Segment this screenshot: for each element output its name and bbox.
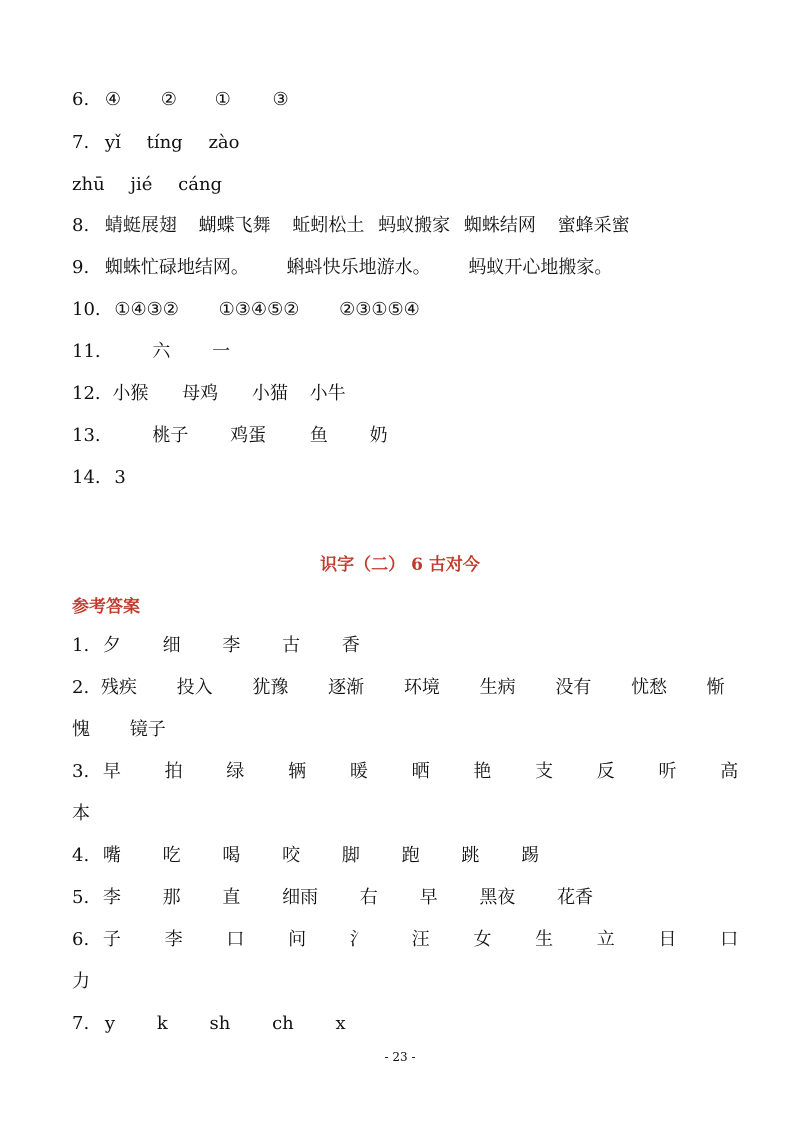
- question-number: 12.: [72, 383, 101, 404]
- answer-item: 早: [102, 761, 121, 782]
- answer-item: 环境: [403, 677, 440, 698]
- answer-item: 高: [720, 761, 739, 782]
- answer-item: 跑: [401, 845, 420, 866]
- answer-item: 李: [222, 635, 241, 656]
- answer-line-7: [72, 131, 240, 155]
- answer-item: 愧: [72, 719, 90, 740]
- answer-item: 蚯蚓松土: [292, 215, 365, 236]
- answer-item: 女: [473, 929, 492, 950]
- answer-line-5: [72, 886, 593, 910]
- answer-item: ②: [160, 89, 177, 110]
- answer-item: 踢: [521, 845, 540, 866]
- question-number: 7.: [72, 1013, 90, 1034]
- answer-item: 跳: [461, 845, 480, 866]
- answer-item: 辆: [288, 761, 307, 782]
- answer-item: sh: [209, 1013, 231, 1034]
- answer-line-9: [72, 256, 612, 280]
- answer-item: 犹豫: [252, 677, 289, 698]
- answer-line-7b: [72, 1012, 346, 1036]
- question-number: 5.: [72, 887, 90, 908]
- question-number: 11.: [72, 341, 101, 362]
- answer-line-11: [72, 340, 230, 364]
- answer-item: 汪: [411, 929, 430, 950]
- answer-item: 一: [212, 341, 231, 362]
- answer-line-13: [72, 424, 388, 448]
- answer-item: ①④③②: [114, 299, 179, 320]
- answer-line-7-cont: [72, 173, 222, 197]
- answer-item: 惭: [706, 677, 725, 698]
- answer-item: 氵: [349, 929, 368, 950]
- answer-item: zhū: [72, 174, 105, 195]
- answer-item: 李: [164, 929, 183, 950]
- answer-item: 绿: [226, 761, 245, 782]
- answer-item: 残疾: [100, 677, 137, 698]
- answer-line-12: [72, 382, 346, 406]
- answer-item: 忧愁: [631, 677, 668, 698]
- answer-item: 立: [596, 929, 615, 950]
- answer-item: 鸡蛋: [230, 425, 267, 446]
- answer-item: 生病: [479, 677, 516, 698]
- answer-item: tíng: [146, 132, 183, 153]
- answer-item: 早: [419, 887, 438, 908]
- answer-item: 蜻蜓展翅: [104, 215, 177, 236]
- answer-line-6b: [72, 928, 738, 952]
- answer-line-4: [72, 844, 539, 868]
- answer-item: 投入: [176, 677, 213, 698]
- answer-item: 蜜蜂采蜜: [557, 215, 630, 236]
- answer-line-8: [72, 214, 630, 238]
- answer-item: 小牛: [309, 383, 346, 404]
- question-number: 6.: [72, 929, 90, 950]
- answer-item: ch: [272, 1013, 294, 1034]
- answer-item: 逐渐: [328, 677, 365, 698]
- answer-line-1: [72, 634, 360, 658]
- answer-item: 晒: [411, 761, 430, 782]
- answer-item: 古: [282, 635, 301, 656]
- section-title: 识字（二） 6 古对今: [320, 555, 480, 575]
- answer-item: 细雨: [282, 887, 319, 908]
- answer-item: 小猴: [112, 383, 149, 404]
- answer-item: k: [156, 1013, 168, 1034]
- answer-item: 花香: [557, 887, 594, 908]
- answer-item: jié: [130, 174, 153, 195]
- answer-line-2-cont: [72, 718, 166, 742]
- page-number: - 23 -: [384, 1050, 416, 1064]
- answer-item: 喝: [222, 845, 241, 866]
- answer-item: 鱼: [309, 425, 328, 446]
- answer-line-14: [72, 466, 126, 490]
- answer-item: ①: [214, 89, 231, 110]
- answer-item: 本: [72, 803, 90, 824]
- answer-item: 反: [596, 761, 615, 782]
- answer-item: 细: [162, 635, 181, 656]
- answer-item: 嘴: [102, 845, 121, 866]
- answer-item: ③: [272, 89, 289, 110]
- answer-item: 生: [535, 929, 554, 950]
- answer-item: 蚂蚁搬家: [378, 215, 451, 236]
- answer-item: 吃: [162, 845, 181, 866]
- answer-item: 小猫: [251, 383, 288, 404]
- answer-item: 六: [152, 341, 171, 362]
- answer-item: ④: [104, 89, 122, 110]
- answer-item: 黑夜: [479, 887, 516, 908]
- answer-item: 拍: [164, 761, 183, 782]
- answer-item: 蝴蝶飞舞: [198, 215, 271, 236]
- question-number: 13.: [72, 425, 101, 446]
- question-number: 14.: [72, 467, 101, 488]
- answer-item: 直: [222, 887, 241, 908]
- answer-line-6b-cont: [72, 970, 90, 994]
- answer-item: ②③①⑤④: [339, 299, 420, 320]
- answer-item: 蜘蛛忙碌地结网。: [104, 257, 249, 278]
- answer-item: 蝌蚪快乐地游水。: [286, 257, 431, 278]
- answer-item: 口: [226, 929, 245, 950]
- answer-item: y: [104, 1013, 116, 1034]
- answer-item: 问: [288, 929, 307, 950]
- question-number: 6.: [72, 89, 90, 110]
- reference-answer-heading: 参考答案: [72, 597, 140, 617]
- answer-item: 李: [102, 887, 121, 908]
- answer-line-3: [72, 760, 738, 784]
- answer-line-2: [72, 676, 725, 700]
- answer-item: 咬: [282, 845, 301, 866]
- answer-item: 蜘蛛结网: [463, 215, 536, 236]
- answer-item: 蚂蚁开心地搬家。: [468, 257, 613, 278]
- answer-line-10: [72, 298, 420, 322]
- answer-item: 奶: [369, 425, 388, 446]
- answer-item: 力: [72, 971, 90, 992]
- answer-item: 桃子: [152, 425, 189, 446]
- question-number: 7.: [72, 132, 90, 153]
- answer-item: 暖: [349, 761, 368, 782]
- answer-item: 3: [114, 467, 126, 488]
- answer-item: 艳: [473, 761, 492, 782]
- answer-item: x: [335, 1013, 346, 1034]
- answer-item: 母鸡: [182, 383, 219, 404]
- question-number: 1.: [72, 635, 90, 656]
- answer-item: yǐ: [104, 132, 121, 153]
- answer-item: 夕: [102, 635, 121, 656]
- answer-item: 没有: [555, 677, 592, 698]
- question-number: 4.: [72, 845, 90, 866]
- answer-item: 支: [535, 761, 554, 782]
- answer-item: 口: [720, 929, 739, 950]
- question-number: 9.: [72, 257, 90, 278]
- answer-line-6: [72, 88, 289, 112]
- answer-item: 子: [102, 929, 121, 950]
- answer-line-3-cont: [72, 802, 90, 826]
- question-number: 10.: [72, 299, 101, 320]
- answer-item: zào: [208, 132, 240, 153]
- answer-item: 右: [359, 887, 378, 908]
- answer-item: 香: [341, 635, 360, 656]
- answer-item: 镜子: [129, 719, 166, 740]
- answer-item: ①③④⑤②: [218, 299, 300, 320]
- answer-item: 听: [658, 761, 677, 782]
- question-number: 3.: [72, 761, 90, 782]
- question-number: 8.: [72, 215, 90, 236]
- answer-item: 日: [658, 929, 677, 950]
- answer-item: cáng: [178, 174, 223, 195]
- question-number: 2.: [72, 677, 90, 698]
- answer-item: 脚: [341, 845, 360, 866]
- answer-item: 那: [162, 887, 181, 908]
